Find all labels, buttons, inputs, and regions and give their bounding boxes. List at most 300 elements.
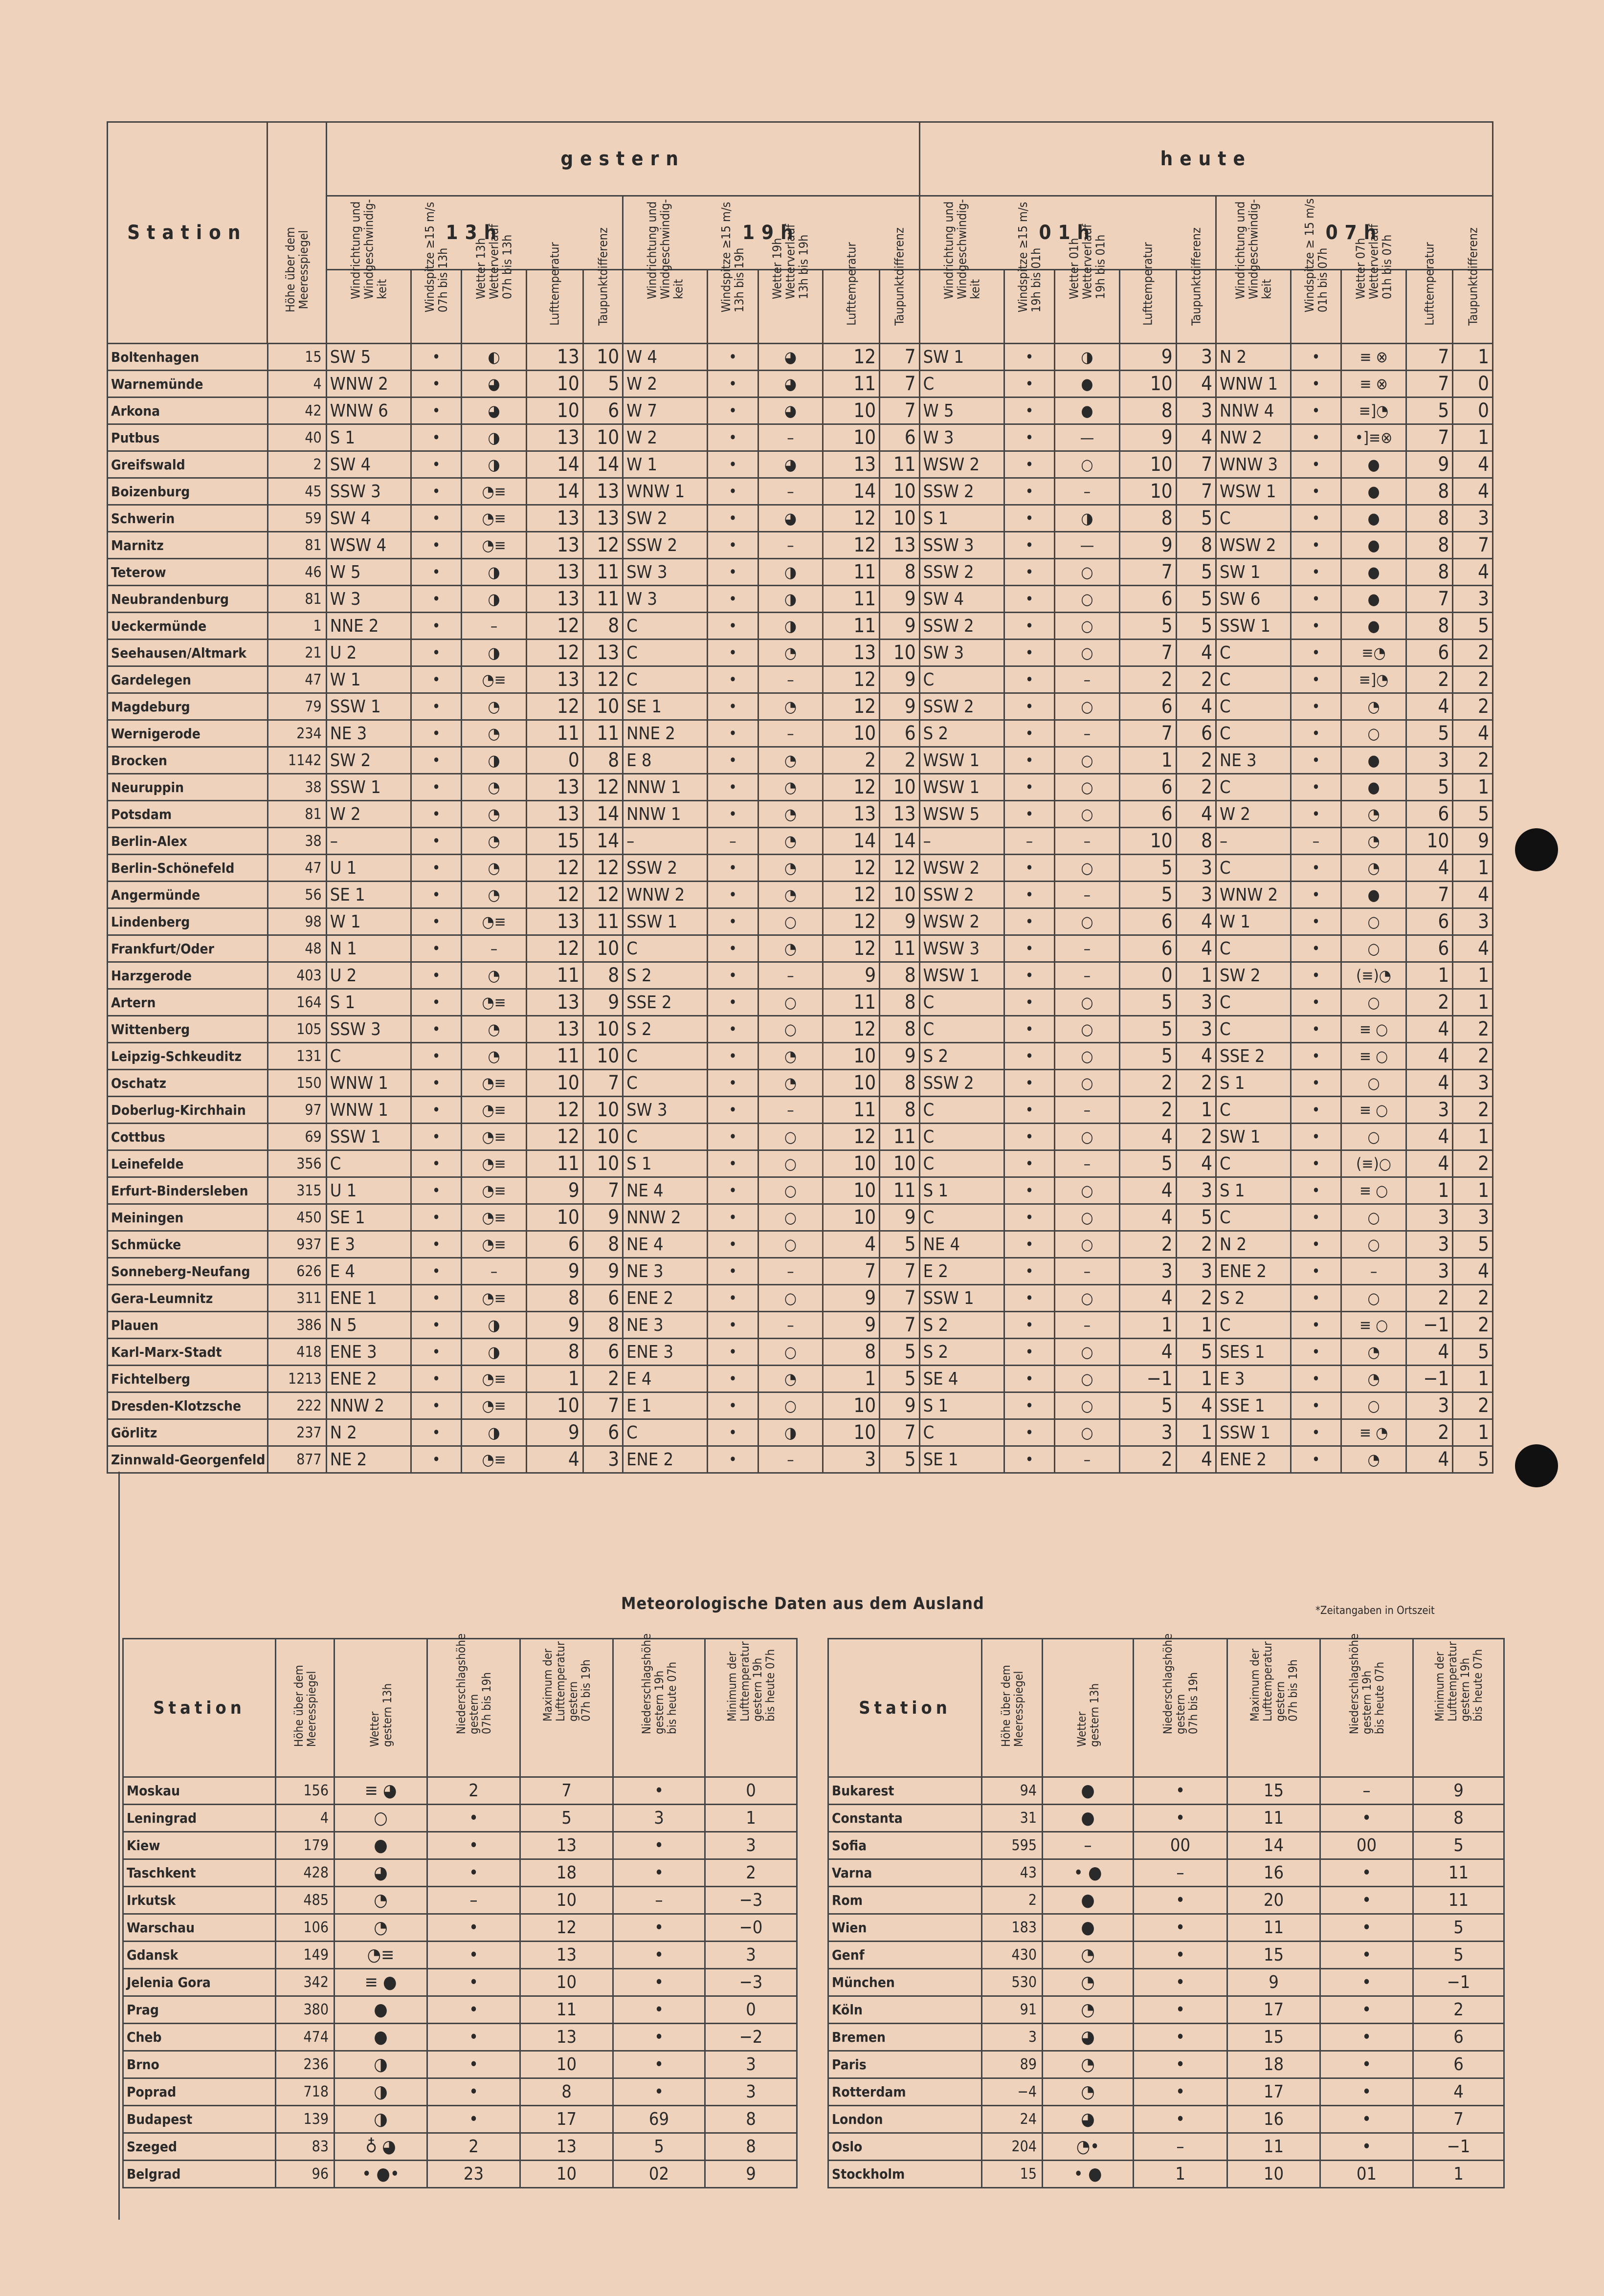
dewpoint-difference: 7	[880, 344, 920, 371]
weather-symbol: ○	[1055, 613, 1119, 640]
weather-symbol: ≡ ●	[334, 1969, 427, 1996]
weather-header-label: Wetter gestern 13h	[367, 1683, 394, 1747]
wind-direction-speed: SW 5	[326, 344, 411, 371]
air-temperature: 9	[526, 1419, 583, 1446]
air-temperature: 13	[526, 908, 583, 935]
wind-gust: •	[1291, 747, 1341, 774]
station-altitude: 40	[267, 424, 326, 451]
wind-direction-speed: C	[1216, 1312, 1291, 1339]
dewpoint-difference: 5	[1453, 801, 1493, 828]
precip-day-header-label: Niederschlagshöhe gestern 07h bis 19h	[454, 1633, 493, 1734]
dewpoint-difference: 7	[880, 1285, 920, 1312]
wind-direction-speed: SSE 2	[1216, 1043, 1291, 1070]
station-name: Putbus	[108, 424, 268, 451]
weather-symbol: ◔≡	[462, 1124, 526, 1150]
air-temperature: 6	[1119, 693, 1176, 720]
weather-symbol: –	[758, 478, 823, 505]
air-temperature: 10	[823, 1419, 880, 1446]
wind-direction-speed: C	[1216, 774, 1291, 801]
wind-direction-speed: S 1	[919, 1177, 1004, 1204]
max-temp: 20	[1227, 1887, 1320, 1914]
wind-gust: •	[1291, 1204, 1341, 1231]
wind-direction-speed: N 2	[326, 1419, 411, 1446]
station-altitude: 430	[982, 1942, 1043, 1969]
weather-symbol: ≡ ○	[1341, 1177, 1406, 1204]
station-altitude: 204	[982, 2133, 1043, 2161]
air-temperature: 10	[1119, 451, 1176, 478]
weather-symbol: –	[1055, 882, 1119, 908]
dewpoint-difference: 9	[880, 1392, 920, 1419]
station-altitude: 237	[267, 1419, 326, 1446]
wind-direction-speed: SW 6	[1216, 586, 1291, 613]
station-row	[108, 424, 1493, 451]
air-temperature: 3	[1406, 1204, 1453, 1231]
wind-gust: •	[1291, 1446, 1341, 1473]
wind-direction-speed: N 1	[326, 935, 411, 962]
dewpoint-difference: 8	[1176, 532, 1216, 559]
station-altitude: 530	[982, 1969, 1043, 1996]
foreign-station-row	[828, 2078, 1504, 2106]
station-altitude: 234	[267, 720, 326, 747]
station-altitude: 311	[267, 1285, 326, 1312]
weather-symbol: ◔	[462, 962, 526, 989]
weather-symbol: ◔	[758, 855, 823, 882]
air-temperature: 0	[526, 747, 583, 774]
station-name: Wernigerode	[108, 720, 268, 747]
weather-symbol: —	[1055, 424, 1119, 451]
weather-symbol: ◕	[758, 371, 823, 397]
time-07h: 07h	[1216, 196, 1493, 270]
precip-day: •	[1134, 1914, 1227, 1942]
wind-direction-speed: N 2	[1216, 344, 1291, 371]
station-name: Köln	[828, 1996, 982, 2024]
air-temperature: 1	[1119, 1312, 1176, 1339]
wind-direction-speed: WNW 1	[326, 1097, 411, 1124]
air-temperature: 13	[526, 505, 583, 532]
precip-day: 2	[427, 2133, 520, 2161]
dewpoint-difference: 4	[1453, 478, 1493, 505]
air-temperature: 3	[1119, 1258, 1176, 1285]
weather-symbol: ◔≡	[462, 1366, 526, 1392]
wind-direction-speed: SSW 3	[326, 478, 411, 505]
station-name: Gera-Leumnitz	[108, 1285, 268, 1312]
precip-day: •	[1134, 2024, 1227, 2051]
wind-direction-speed: SSW 3	[326, 1016, 411, 1043]
weather-symbol: –	[1341, 1258, 1406, 1285]
wind-direction-speed: C	[623, 640, 708, 666]
air-temperature: 8	[1406, 559, 1453, 586]
station-altitude: 69	[267, 1124, 326, 1150]
dewpoint-difference: 2	[583, 1366, 623, 1392]
precip-day: •	[1134, 2106, 1227, 2133]
dewpoint-difference: 10	[583, 693, 623, 720]
wind-direction-speed: SSW 1	[326, 1124, 411, 1150]
precip-day: •	[1134, 1942, 1227, 1969]
precip-day: •	[427, 1914, 520, 1942]
air-temperature: 5	[1119, 613, 1176, 640]
weather-symbol: •]≡⊗	[1341, 424, 1406, 451]
min-temp: 5	[1413, 1914, 1504, 1942]
air-temperature: 13	[526, 774, 583, 801]
station-name: Schwerin	[108, 505, 268, 532]
foreign-station-row	[828, 2024, 1504, 2051]
dewpoint-diff-header-label: Taupunktdifferenz	[596, 227, 610, 326]
air-temperature: 12	[823, 1124, 880, 1150]
wind-gust: •	[411, 1231, 462, 1258]
weather-symbol: ◑	[334, 2106, 427, 2133]
foreign-station-row	[123, 1996, 797, 2024]
station-altitude: 183	[982, 1914, 1043, 1942]
wind-direction-speed: NNW 1	[623, 774, 708, 801]
station-name: Cheb	[123, 2024, 276, 2051]
precip-day: –	[1134, 2133, 1227, 2161]
station-altitude: 222	[267, 1392, 326, 1419]
min-temp: −0	[705, 1914, 797, 1942]
dewpoint-difference: 9	[583, 989, 623, 1016]
precip-day: –	[427, 1887, 520, 1914]
station-name: Neubrandenburg	[108, 586, 268, 613]
precip-day: •	[1134, 1996, 1227, 2024]
wind-gust: •	[708, 532, 758, 559]
air-temperature: 4	[1406, 1016, 1453, 1043]
wind-gust: •	[1291, 371, 1341, 397]
wind-gust: •	[708, 640, 758, 666]
precip-day: •	[427, 2106, 520, 2133]
wind-gust: •	[1004, 451, 1055, 478]
wind-gust: •	[708, 451, 758, 478]
station-row	[108, 371, 1493, 397]
dewpoint-difference: 14	[880, 828, 920, 855]
dewpoint-difference: 8	[583, 962, 623, 989]
station-altitude: 1142	[267, 747, 326, 774]
weather-symbol: –	[1055, 720, 1119, 747]
dewpoint-difference: 11	[880, 1177, 920, 1204]
dewpoint-difference: 2	[1453, 1016, 1493, 1043]
station-name: Sonneberg-Neufang	[108, 1258, 268, 1285]
wind-gust: •	[1291, 962, 1341, 989]
dewpoint-difference: 5	[1176, 613, 1216, 640]
weather-symbol: ○	[1341, 1204, 1406, 1231]
air-temp-header-label: Lufttemperatur	[547, 242, 562, 326]
weather-symbol: ◔	[1341, 1339, 1406, 1366]
weather-symbol: ○	[758, 1016, 823, 1043]
station-altitude: 131	[267, 1043, 326, 1070]
wind-gust: •	[1004, 640, 1055, 666]
dewpoint-difference: 1	[1453, 344, 1493, 371]
weather-symbol: ○	[1055, 1366, 1119, 1392]
station-altitude: 42	[267, 397, 326, 424]
station-row	[108, 1016, 1493, 1043]
dewpoint-difference: 2	[1453, 1312, 1493, 1339]
weather-symbol: ◔	[758, 774, 823, 801]
weather-symbol: ≡]◔	[1341, 397, 1406, 424]
weather-symbol: ◔	[758, 747, 823, 774]
station-altitude: 403	[267, 962, 326, 989]
station-name: Taschkent	[123, 1859, 276, 1887]
wind-gust: •	[1004, 478, 1055, 505]
dewpoint-difference: 1	[1453, 989, 1493, 1016]
station-name: Berlin-Schönefeld	[108, 855, 268, 882]
dewpoint-difference: 8	[880, 989, 920, 1016]
weather-symbol: ○	[1055, 1285, 1119, 1312]
wind-direction-speed: SW 2	[623, 505, 708, 532]
dewpoint-difference: 5	[1453, 1446, 1493, 1473]
precip-night-header-label: Niederschlagshöhe gestern 19h bis heute 07h	[639, 1633, 679, 1734]
max-temp: 13	[520, 1832, 613, 1859]
air-temperature: 6	[1119, 908, 1176, 935]
weather-symbol: ◔	[462, 855, 526, 882]
weather-symbol: ○	[1341, 720, 1406, 747]
wind-direction-speed: E 8	[623, 747, 708, 774]
wind-direction-speed: WSW 3	[919, 935, 1004, 962]
air-temperature: 6	[1119, 935, 1176, 962]
weather-header-label: Wetter 13h Wetterverlauf 07h bis 13h	[473, 224, 514, 299]
wind-gust: •	[411, 478, 462, 505]
wind-gust: •	[708, 882, 758, 908]
station-name: Leinefelde	[108, 1150, 268, 1177]
dewpoint-difference: 2	[880, 747, 920, 774]
air-temperature: 2	[1119, 1231, 1176, 1258]
dewpoint-difference: 3	[1176, 1258, 1216, 1285]
air-temperature: 2	[1406, 666, 1453, 693]
wind-direction-speed: W 1	[623, 451, 708, 478]
station-row	[108, 1097, 1493, 1124]
air-temperature: 2	[823, 747, 880, 774]
max-temp: 18	[520, 1859, 613, 1887]
dewpoint-difference: 4	[1176, 1150, 1216, 1177]
station-altitude: 46	[267, 559, 326, 586]
foreign-station-row	[123, 2106, 797, 2133]
station-name: Magdeburg	[108, 693, 268, 720]
dewpoint-difference: 13	[583, 505, 623, 532]
wind-gust: •	[1291, 532, 1341, 559]
station-altitude: 418	[267, 1339, 326, 1366]
wind-direction-speed: SSW 2	[919, 693, 1004, 720]
wind-gust: •	[1291, 640, 1341, 666]
precip-night: •	[1320, 1914, 1413, 1942]
station-altitude: 96	[276, 2161, 334, 2188]
station-row	[108, 989, 1493, 1016]
air-temperature: 8	[1119, 397, 1176, 424]
dewpoint-difference: 9	[880, 613, 920, 640]
station-name: Berlin-Alex	[108, 828, 268, 855]
wind-gust: •	[708, 1312, 758, 1339]
min-temp: 3	[705, 1832, 797, 1859]
station-name: Teterow	[108, 559, 268, 586]
wind-gust: •	[411, 828, 462, 855]
weather-header	[334, 1639, 427, 1777]
min-temp: 6	[1413, 2024, 1504, 2051]
wind-direction-speed: W 2	[1216, 801, 1291, 828]
precip-night: •	[1320, 2078, 1413, 2106]
foreign-station-row	[828, 1942, 1504, 1969]
air-temperature: 2	[1406, 1285, 1453, 1312]
wind-gust: •	[411, 640, 462, 666]
station-altitude: 1213	[267, 1366, 326, 1392]
weather-symbol: ○	[758, 1177, 823, 1204]
dewpoint-difference: 0	[1453, 371, 1493, 397]
wind-direction-speed: S 2	[919, 1339, 1004, 1366]
station-name: Greifswald	[108, 451, 268, 478]
wind-gust: •	[1004, 1366, 1055, 1392]
min-temp: 2	[1413, 1996, 1504, 2024]
air-temperature: 9	[526, 1258, 583, 1285]
weather-symbol: ●	[1043, 1914, 1134, 1942]
weather-symbol: ○	[758, 1285, 823, 1312]
wind-direction-speed: S 2	[1216, 1285, 1291, 1312]
min-temp: −3	[705, 1969, 797, 1996]
air-temperature: 14	[526, 478, 583, 505]
wind-direction-speed: WNW 3	[1216, 451, 1291, 478]
precip-day: 1	[1134, 2161, 1227, 2188]
dewpoint-difference: 3	[1176, 1016, 1216, 1043]
foreign-station-row	[828, 1832, 1504, 1859]
wind-gust: •	[411, 855, 462, 882]
wind-gust: •	[708, 559, 758, 586]
weather-symbol: ◕	[334, 1859, 427, 1887]
air-temperature: 9	[526, 1177, 583, 1204]
station-name: Erfurt-Bindersleben	[108, 1177, 268, 1204]
wind-gust: •	[1291, 613, 1341, 640]
weather-symbol: –	[1055, 1097, 1119, 1124]
dewpoint-difference: 8	[880, 559, 920, 586]
weather-symbol: (≡)◔	[1341, 962, 1406, 989]
dewpoint-difference: 7	[880, 1312, 920, 1339]
air-temperature: 11	[526, 1150, 583, 1177]
weather-header-label: Wetter 07h Wetterverlauf 01h bis 07h	[1353, 224, 1394, 299]
dewpoint-difference: 10	[583, 1150, 623, 1177]
dewpoint-difference: 2	[1453, 1392, 1493, 1419]
weather-header	[1341, 224, 1406, 344]
wind-gust: •	[1291, 774, 1341, 801]
wind-gust: •	[708, 720, 758, 747]
station-row	[108, 1177, 1493, 1204]
air-temp-header	[1406, 242, 1453, 344]
station-name: Leningrad	[123, 1805, 276, 1832]
dewpoint-difference: 8	[583, 747, 623, 774]
air-temperature: 13	[526, 1016, 583, 1043]
air-temperature: 13	[526, 989, 583, 1016]
dewpoint-difference: 0	[1453, 397, 1493, 424]
wind-dir-header-label: Windrichtung und Windgeschwindig- keit	[1233, 199, 1274, 299]
wind-direction-speed: W 3	[326, 586, 411, 613]
wind-gust: •	[411, 1150, 462, 1177]
wind-direction-speed: SW 1	[919, 344, 1004, 371]
dewpoint-difference: 2	[1453, 640, 1493, 666]
wind-direction-speed: NNW 2	[326, 1392, 411, 1419]
station-name: Brno	[123, 2051, 276, 2078]
station-name: Prag	[123, 1996, 276, 2024]
station-altitude: 21	[267, 640, 326, 666]
air-temperature: 12	[823, 935, 880, 962]
weather-symbol: ◑	[758, 586, 823, 613]
precip-day-header	[1134, 1633, 1227, 1777]
air-temperature: 10	[823, 397, 880, 424]
wind-gust: •	[708, 1285, 758, 1312]
dewpoint-difference: 4	[1453, 882, 1493, 908]
weather-symbol: ◔≡	[334, 1942, 427, 1969]
station-row	[108, 397, 1493, 424]
wind-gust: •	[411, 1446, 462, 1473]
dewpoint-difference: 4	[1176, 424, 1216, 451]
wind-gust: •	[708, 613, 758, 640]
wind-direction-speed: WSW 4	[326, 532, 411, 559]
wind-gust: •	[411, 1016, 462, 1043]
max-temp: 10	[520, 1887, 613, 1914]
max-temp: 10	[520, 1969, 613, 1996]
foreign-station-row	[123, 2161, 797, 2188]
weather-symbol: –	[1055, 666, 1119, 693]
wind-gust: •	[1004, 666, 1055, 693]
wind-gust: •	[411, 1419, 462, 1446]
dewpoint-difference: 9	[583, 1204, 623, 1231]
dewpoint-difference: 5	[1453, 1231, 1493, 1258]
station-name: Ueckermünde	[108, 613, 268, 640]
wind-gust: –	[708, 828, 758, 855]
precip-day: •	[427, 1996, 520, 2024]
dewpoint-difference: 1	[1176, 1366, 1216, 1392]
air-temperature: 10	[1119, 828, 1176, 855]
weather-symbol: ◔≡	[462, 989, 526, 1016]
precip-day: 00	[1134, 1832, 1227, 1859]
weather-symbol: –	[758, 962, 823, 989]
air-temperature: 1	[823, 1366, 880, 1392]
air-temperature: 10	[823, 424, 880, 451]
dewpoint-difference: 4	[1453, 559, 1493, 586]
air-temperature: 5	[1406, 774, 1453, 801]
dewpoint-diff-header-label: Taupunktdifferenz	[892, 227, 907, 326]
foreign-table-right	[827, 1633, 1505, 2188]
wind-direction-speed: S 2	[623, 1016, 708, 1043]
altitude-header-label: Höhe über dem Meeresspiegel	[283, 227, 311, 312]
wind-gust: •	[1004, 505, 1055, 532]
max-temp: 10	[520, 2051, 613, 2078]
dewpoint-difference: 10	[880, 774, 920, 801]
wind-direction-speed: WSW 2	[919, 451, 1004, 478]
wind-gust: •	[1004, 586, 1055, 613]
min-temp: −3	[705, 1887, 797, 1914]
station-altitude: 89	[982, 2051, 1043, 2078]
air-temperature: 4	[1406, 693, 1453, 720]
weather-symbol: ◔	[758, 1366, 823, 1392]
weather-symbol: ◔	[462, 720, 526, 747]
station-row	[108, 801, 1493, 828]
air-temperature: 12	[823, 532, 880, 559]
wind-gust: •	[708, 397, 758, 424]
weather-symbol: –	[758, 532, 823, 559]
wind-direction-speed: NNW 2	[623, 1204, 708, 1231]
weather-symbol: ○	[1055, 1043, 1119, 1070]
dewpoint-difference: 3	[1453, 586, 1493, 613]
weather-symbol: ●	[1341, 559, 1406, 586]
weather-symbol: ◑	[334, 2051, 427, 2078]
dewpoint-difference: 1	[1453, 424, 1493, 451]
air-temperature: 7	[1406, 882, 1453, 908]
weather-symbol: ○	[1341, 1070, 1406, 1097]
air-temperature: 7	[1406, 371, 1453, 397]
wind-gust: •	[1004, 1097, 1055, 1124]
dewpoint-difference: 6	[583, 1419, 623, 1446]
precip-day: •	[427, 2051, 520, 2078]
wind-gust: •	[411, 935, 462, 962]
air-temperature: 4	[1406, 1339, 1453, 1366]
wind-direction-speed: C	[919, 666, 1004, 693]
weather-symbol: ♁ ◕	[334, 2133, 427, 2161]
station-row	[108, 1258, 1493, 1285]
weather-symbol: –	[758, 666, 823, 693]
weather-symbol: ●	[1341, 451, 1406, 478]
foreign-table-left	[122, 1633, 798, 2188]
